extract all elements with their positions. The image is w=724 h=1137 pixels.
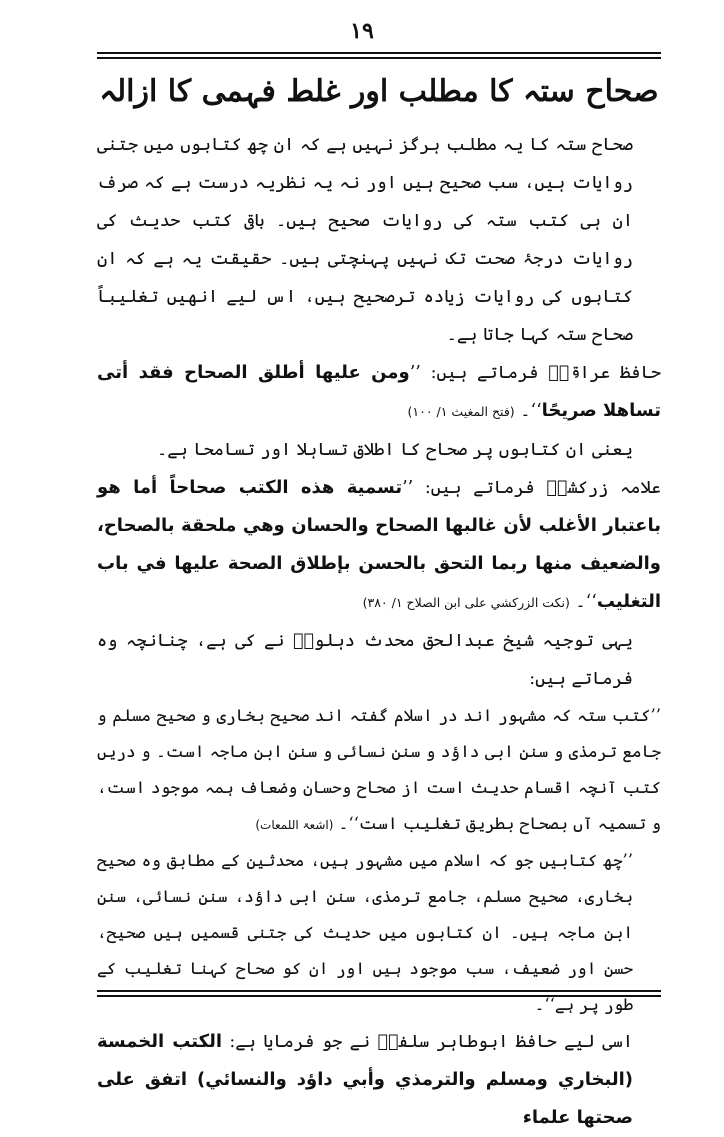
zarkashi-lead: علامہ زرکشیؒ فرماتے ہیں: ’’ — [402, 478, 661, 498]
iraqi-lead: حافظ عراقیؒ فرماتے ہیں: ’’ — [409, 363, 662, 383]
iraqi-tail: ‘‘۔ — [520, 401, 542, 421]
intro-paragraph: صحاح ستہ کا یہ مطلب ہرگز نہیں ہے کہ ان چھ کتابوں میں جتنی روایات ہیں، سب صحیح ہیں اور نہ یہ نظریہ درست ہے کہ صرف ان ہی کتب ستہ کی روایات صحیح ہیں۔ باقی کتب حدیث کی روایات درجۂ صحت تک نہیں پہنچتی ہیں۔ حقیقت یہ ہے کہ ان کتابوں کی روایات زیادہ ترصحیح ہیں، اس لیے انھیں تغلیباً صحاح ستہ کہا جاتا ہے۔ — [97, 135, 633, 345]
zarkashi-paragraph — [97, 469, 661, 622]
urdu-translation: ’’چھ کتابیں جو کہ اسلام میں مشہور ہیں، محدثین کے مطابق وہ صحیح بخاری، صحیح مسلم، جامع ترمذی، سنن ابی داؤد، سنن نسائی، سنن ابن ماجہ ہیں۔ ان کتابوں میں حدیث کی جتنی قسمیں ہیں صحیح، حسن اور ضعیف، سب موجود ہیں اور ان کو صحاح کہنا تغلیب کے طور پر ہے‘‘۔ — [97, 851, 633, 1014]
silafi-arabic-quote: الكتب الخمسة (البخاري ومسلم والترمذي وأبي داؤد والنسائي) اتفق على صحتها علماء — [97, 1031, 633, 1128]
page-number: ۱۹ — [350, 18, 374, 44]
iraqi-arabic-quote: ومن عليها أطلق الصحاح فقد أتى تساهلا صريحًا — [97, 362, 661, 421]
top-rule — [97, 52, 661, 59]
silafi-paragraph — [97, 1023, 661, 1137]
zarkashi-tail: ‘‘۔ — [575, 592, 597, 612]
zarkashi-reference: (نكت الزركشي على ابن الصلاح ١/ ٣٨٠) — [362, 595, 570, 610]
zarkashi-arabic-quote: تسمية هذه الكتب صحاحاً أما هو باعتبار الأغلب لأن غالبها الصحاح والحسان وهي ملحقة بالصحاح، والضعيف منها ربما التحق بالحسن بإطلاق الصحة عليها في باب التغليب — [97, 477, 661, 612]
dehlawi-intro: یہی توجیہ شیخ عبدالحق محدث دہلویؒ نے کی ہے، چنانچہ وہ فرماتے ہیں: — [97, 631, 633, 689]
silafi-lead: اسی لیے حافظ ابوطاہر سلفیؒ نے جو فرمایا ہے: — [222, 1032, 633, 1052]
iraqi-paragraph — [97, 354, 661, 431]
section-heading: صحاح ستہ کا مطلب اور غلط فہمی کا ازالہ — [99, 74, 659, 109]
persian-quote — [97, 698, 661, 843]
iraqi-reference: (فتح المغيث ١/ ١٠٠) — [407, 404, 515, 419]
iraqi-translation: یعنی ان کتابوں پر صحاح کا اطلاق تساہلا اور تسامحا ہے۔ — [156, 440, 633, 460]
persian-quote-text: ’’کتب ستہ کہ مشہور اند در اسلام گفتہ اند صحیح بخاری و صحیح مسلم و جامع ترمذی و سنن ابی داؤد و سنن نسائی و سنن ابن ماجہ است۔ و دریں کتب آنچہ اقسام حدیث است از صحاح وحسان وضعاف ہمہ موجود است، و تسمیہ آں بصحاح بطریق تغلیب است‘‘۔ — [97, 706, 661, 833]
bottom-rule — [97, 990, 661, 997]
persian-reference: (اشعۃ اللمعات) — [255, 818, 334, 832]
page-content — [97, 64, 661, 1137]
